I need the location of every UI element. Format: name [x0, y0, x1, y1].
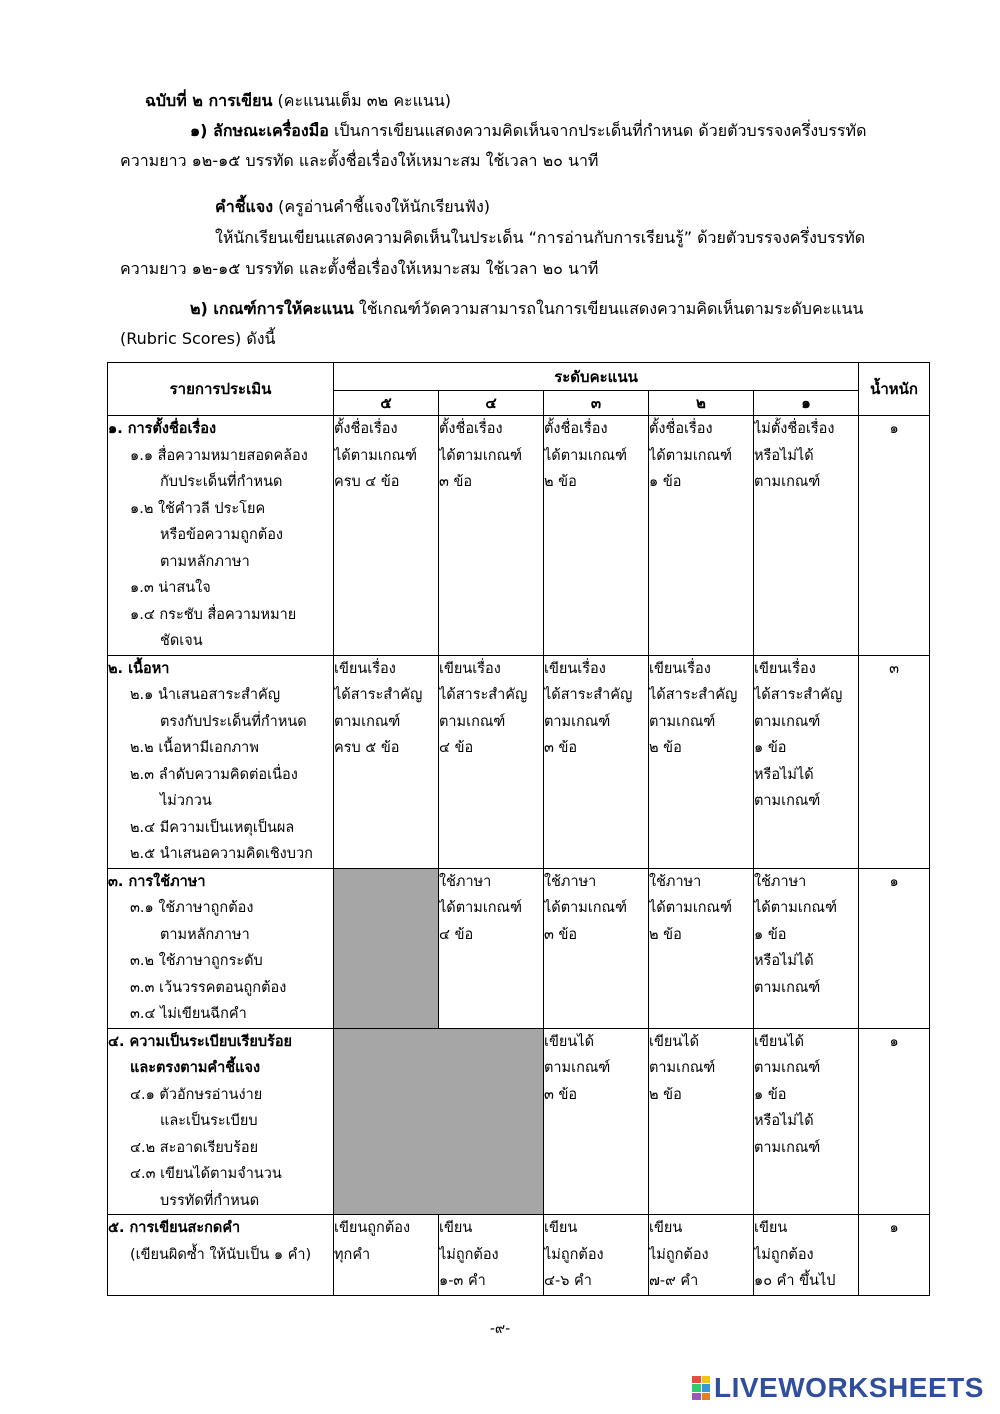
criteria-subitem: บรรทัดที่กำหนด: [160, 1192, 260, 1209]
criteria-subitem: และเป็นระเบียบ: [160, 1113, 258, 1129]
level-text: ตั้งชื่อเรื่อง: [334, 421, 398, 437]
level-text: ใช้ภาษา: [544, 873, 597, 890]
criteria-subitem: ๔.๑ ตัวอักษรอ่านง่าย: [130, 1086, 263, 1103]
criteria-subitem: และตรงตามคำชี้แจง: [130, 1060, 261, 1076]
weight-cell: [859, 1215, 930, 1296]
level-text: ตั้งชื่อเรื่อง: [649, 421, 713, 437]
criteria-subitem: ๔.๒ สะอาดเรียบร้อย: [130, 1139, 259, 1156]
item2-text: ใช้เกณฑ์วัดความสามารถในการเขียนแสดงความคิดเห็นตามระดับคะแนน: [353, 299, 864, 318]
page-number: -๙-: [489, 1321, 511, 1337]
level-text: ๑ ข้อ: [754, 1086, 787, 1103]
weight-value: ๑: [889, 421, 899, 437]
criteria-subitem: ๓.๓ เว้นวรรคตอนถูกต้อง: [130, 979, 287, 996]
item1-heading: ๑) ลักษณะเครื่องมือ: [190, 121, 329, 140]
criteria-subitem: ไม่วกวน: [160, 793, 212, 809]
level-text: ได้สาระสำคัญ: [754, 687, 843, 703]
level-text: ได้สาระสำคัญ: [439, 687, 528, 703]
criteria-heading: ๑. การตั้งชื่อเรื่อง: [108, 421, 217, 437]
level-cell: [439, 416, 544, 656]
level-text: ๒ ข้อ: [649, 740, 682, 756]
criteria-subitem: กับประเด็นที่กำหนด: [160, 474, 283, 490]
level-header: ๕: [334, 391, 439, 416]
section-title-bold: ฉบับที่ ๒ การเขียน: [145, 91, 273, 110]
section-title-rest: (คะแนนเต็ม ๓๒ คะแนน): [272, 91, 452, 110]
level-text: ได้สาระสำคัญ: [649, 687, 738, 703]
level-text: ๒ ข้อ: [649, 1086, 682, 1103]
weight-cell: [859, 655, 930, 868]
level-text: ไม่ตั้งชื่อเรื่อง: [754, 421, 835, 437]
level-text: หรือไม่ได้: [754, 766, 814, 783]
header-weight: น้ำหนัก: [859, 363, 930, 416]
level-cell: [439, 1215, 544, 1296]
level-text: ตามเกณฑ์: [439, 713, 506, 730]
weight-cell: [859, 1028, 930, 1215]
criteria-cell: [108, 1215, 334, 1296]
rubric-row: [108, 868, 930, 1028]
criteria-cell: [108, 1028, 334, 1215]
level-text: ๑ ข้อ: [649, 474, 682, 490]
level-text: ครบ ๔ ข้อ: [334, 474, 400, 490]
level-header: ๔: [439, 391, 544, 416]
not-applicable-cell: [334, 868, 439, 1028]
level-text: หรือไม่ได้: [754, 1113, 814, 1129]
level-text: ๑๐ คำ ขึ้นไป: [754, 1273, 836, 1289]
criteria-subitem: ๒.๕ นำเสนอความคิดเชิงบวก: [130, 846, 313, 862]
level-cell: [649, 1215, 754, 1296]
item2-line: [190, 296, 863, 322]
criteria-subitem: ชัดเจน: [160, 633, 203, 649]
level-text: ตามเกณฑ์: [754, 1139, 821, 1156]
level-text: ใช้ภาษา: [754, 873, 807, 890]
level-text: เขียน: [544, 1220, 578, 1236]
level-text: ได้ตามเกณฑ์: [649, 900, 733, 916]
weight-value: ๑: [889, 1220, 899, 1236]
level-cell: [649, 655, 754, 868]
criteria-subitem: (เขียนผิดซ้ำ ให้นับเป็น ๑ คำ): [130, 1246, 312, 1263]
level-text: ตามเกณฑ์: [754, 713, 821, 730]
level-cell: [649, 1028, 754, 1215]
level-text: ๒ ข้อ: [649, 926, 682, 943]
weight-cell: [859, 868, 930, 1028]
weight-value: ๓: [889, 660, 899, 677]
level-cell: [334, 655, 439, 868]
rubric-row: [108, 416, 930, 656]
level-cell: [544, 655, 649, 868]
level-cell: [649, 416, 754, 656]
level-text: เขียน: [439, 1220, 473, 1236]
level-text: ๓ ข้อ: [439, 474, 473, 490]
level-text: ๔ ข้อ: [439, 740, 474, 756]
criteria-heading: ๔. ความเป็นระเบียบเรียบร้อย: [108, 1033, 293, 1050]
not-applicable-cell: [334, 1028, 544, 1215]
criteria-subitem: ๒.๒ เนื้อหามีเอกภาพ: [130, 740, 259, 756]
level-text: ๒ ข้อ: [544, 474, 577, 490]
item1-line: [190, 118, 866, 144]
level-text: ตั้งชื่อเรื่อง: [544, 421, 608, 437]
weight-value: ๑: [889, 873, 899, 890]
level-text: เขียนเรื่อง: [544, 660, 606, 677]
header-levels: ระดับคะแนน: [334, 363, 859, 391]
level-text: ได้ตามเกณฑ์: [544, 447, 628, 464]
level-text: ได้ตามเกณฑ์: [649, 447, 733, 464]
criteria-subitem: ๑.๑ สื่อความหมายสอดคล้อง: [130, 447, 308, 464]
level-text: ไม่ถูกต้อง: [439, 1246, 499, 1263]
criteria-subitem: ๒.๑ นำเสนอสาระสำคัญ: [130, 687, 281, 703]
level-text: ตามเกณฑ์: [754, 979, 821, 996]
level-header: ๑: [754, 391, 859, 416]
level-text: เขียนเรื่อง: [649, 660, 711, 677]
rubric-row: [108, 1215, 930, 1296]
level-text: เขียนเรื่อง: [334, 660, 396, 677]
weight-value: ๑: [889, 1033, 899, 1050]
item1-continuation: ความยาว ๑๒-๑๕ บรรทัด และตั้งชื่อเรื่องให้เหมาะสม ใช้เวลา ๒๐ นาที: [120, 151, 599, 170]
level-text: ตามเกณฑ์: [754, 793, 821, 809]
level-text: ไม่ถูกต้อง: [649, 1246, 709, 1263]
level-text: ๑-๓ คำ: [439, 1273, 486, 1289]
level-text: ใช้ภาษา: [649, 873, 702, 890]
logo-text: LIVEWORKSHEETS: [714, 1372, 984, 1403]
level-text: เขียน: [649, 1220, 683, 1236]
level-text: เขียน: [754, 1220, 788, 1236]
criteria-heading: ๓. การใช้ภาษา: [108, 873, 206, 890]
criteria-cell: [108, 868, 334, 1028]
level-cell: [754, 868, 859, 1028]
level-text: ๓ ข้อ: [544, 1086, 578, 1103]
level-header: ๓: [544, 391, 649, 416]
weight-cell: [859, 416, 930, 656]
level-cell: [754, 655, 859, 868]
level-text: เขียนเรื่อง: [754, 660, 816, 677]
level-cell: [334, 1215, 439, 1296]
level-text: ๔ ข้อ: [439, 926, 474, 943]
criteria-cell: [108, 416, 334, 656]
rubric-row: [108, 655, 930, 868]
level-text: ตามเกณฑ์: [649, 1060, 716, 1076]
criteria-heading: ๕. การเขียนสะกดคำ: [108, 1220, 241, 1236]
instructions-line-2: ความยาว ๑๒-๑๕ บรรทัด และตั้งชื่อเรื่องให้เหมาะสม ใช้เวลา ๒๐ นาที: [120, 259, 599, 278]
level-text: ตามเกณฑ์: [544, 1060, 611, 1076]
item2-continuation: (Rubric Scores) ดังนี้: [120, 329, 276, 348]
level-text: เขียนได้: [754, 1033, 804, 1050]
criteria-subitem: ๒.๓ ลำดับความคิดต่อเนื่อง: [130, 766, 298, 783]
instructions-line-1: ให้นักเรียนเขียนแสดงความคิดเห็นในประเด็น “การอ่านกับการเรียนรู้” ด้วยตัวบรรจงครึ่งบรรทัด: [215, 228, 866, 247]
level-text: ใช้ภาษา: [439, 873, 492, 890]
level-cell: [544, 1028, 649, 1215]
level-text: ตามเกณฑ์: [334, 713, 401, 730]
level-text: ครบ ๕ ข้อ: [334, 740, 400, 756]
level-text: เขียนได้: [649, 1033, 699, 1050]
level-text: เขียนถูกต้อง: [334, 1220, 411, 1236]
level-text: ๓ ข้อ: [544, 740, 578, 756]
level-text: ๑ ข้อ: [754, 926, 787, 943]
level-header: ๒: [649, 391, 754, 416]
level-text: ได้ตามเกณฑ์: [334, 447, 418, 464]
rubric-body: [108, 416, 930, 1296]
level-cell: [334, 416, 439, 656]
criteria-cell: [108, 655, 334, 868]
level-text: ได้ตามเกณฑ์: [439, 900, 523, 916]
level-text: ตามเกณฑ์: [754, 474, 821, 490]
level-text: ๔-๖ คำ: [544, 1273, 592, 1289]
criteria-subitem: ๒.๔ มีความเป็นเหตุเป็นผล: [130, 819, 295, 836]
level-text: ตามเกณฑ์: [649, 713, 716, 730]
criteria-subitem: หรือข้อความถูกต้อง: [160, 527, 283, 543]
criteria-subitem: ๓.๔ ไม่เขียนฉีกคำ: [130, 1006, 247, 1022]
level-cell: [544, 868, 649, 1028]
criteria-heading: ๒. เนื้อหา: [108, 660, 170, 677]
level-text: ได้ตามเกณฑ์: [544, 900, 628, 916]
level-text: เขียนเรื่อง: [439, 660, 501, 677]
liveworksheets-logo: [692, 1373, 984, 1403]
rubric-row: [108, 1028, 930, 1215]
level-text: ตั้งชื่อเรื่อง: [439, 421, 503, 437]
level-text: หรือไม่ได้: [754, 447, 814, 464]
level-text: ได้ตามเกณฑ์: [439, 447, 523, 464]
level-text: เขียนได้: [544, 1033, 594, 1050]
criteria-subitem: ตามหลักภาษา: [160, 926, 250, 943]
level-cell: [544, 1215, 649, 1296]
criteria-subitem: ตรงกับประเด็นที่กำหนด: [160, 713, 307, 730]
criteria-subitem: ๑.๓ น่าสนใจ: [130, 580, 211, 596]
item2-heading: ๒) เกณฑ์การให้คะแนน: [190, 299, 354, 318]
criteria-subitem: ตามหลักภาษา: [160, 553, 250, 570]
level-text: ๓ ข้อ: [544, 926, 578, 943]
item1-text: เป็นการเขียนแสดงความคิดเห็นจากประเด็นที่กำหนด ด้วยตัวบรรจงครึ่งบรรทัด: [328, 121, 867, 140]
logo-mark-icon: [692, 1376, 710, 1400]
header-criteria: รายการประเมิน: [108, 363, 334, 416]
rubric-table: [107, 362, 930, 1296]
level-text: ไม่ถูกต้อง: [754, 1246, 814, 1263]
level-cell: [754, 1028, 859, 1215]
level-cell: [544, 416, 649, 656]
level-text: ทุกคำ: [334, 1246, 371, 1263]
level-cell: [754, 1215, 859, 1296]
level-text: ๗-๙ คำ: [649, 1273, 699, 1289]
criteria-subitem: ๓.๑ ใช้ภาษาถูกต้อง: [130, 900, 254, 916]
level-cell: [754, 416, 859, 656]
criteria-subitem: ๑.๔ กระชับ สื่อความหมาย: [130, 606, 297, 623]
criteria-subitem: ๔.๓ เขียนได้ตามจำนวน: [130, 1166, 282, 1182]
criteria-subitem: ๓.๒ ใช้ภาษาถูกระดับ: [130, 953, 263, 969]
level-cell: [649, 868, 754, 1028]
instructions-note: (ครูอ่านคำชี้แจงให้นักเรียนฟัง): [273, 197, 490, 216]
instructions-heading-line: [215, 194, 490, 220]
level-cell: [439, 868, 544, 1028]
level-text: ๑ ข้อ: [754, 740, 787, 756]
level-text: ตามเกณฑ์: [754, 1060, 821, 1076]
level-text: ตามเกณฑ์: [544, 713, 611, 730]
criteria-subitem: ๑.๒ ใช้คำวลี ประโยค: [130, 500, 266, 517]
level-text: ได้สาระสำคัญ: [334, 687, 423, 703]
section-title: [145, 88, 451, 114]
level-text: ได้สาระสำคัญ: [544, 687, 633, 703]
level-cell: [439, 655, 544, 868]
level-text: ไม่ถูกต้อง: [544, 1246, 604, 1263]
level-text: ได้ตามเกณฑ์: [754, 900, 838, 916]
instructions-heading: คำชี้แจง: [215, 197, 274, 216]
level-text: หรือไม่ได้: [754, 953, 814, 969]
